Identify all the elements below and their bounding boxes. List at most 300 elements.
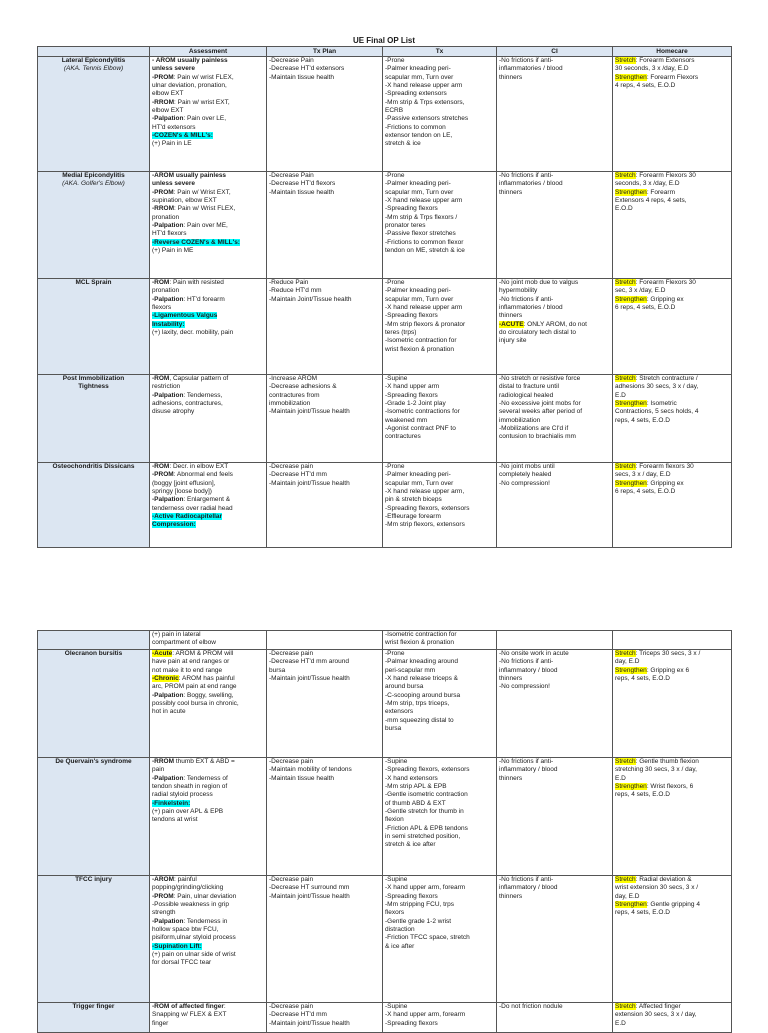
table-row xyxy=(38,758,732,876)
tx-line: & ice after xyxy=(385,942,415,950)
assessment-cell xyxy=(150,57,267,172)
homecare-line: reps, 4 sets, E.O.D xyxy=(615,416,670,424)
tx-cell xyxy=(383,57,497,172)
assessment-line: finger xyxy=(152,1019,169,1027)
homecare-cell xyxy=(613,375,732,463)
ci-line: do circulatory tech distal to xyxy=(499,329,576,337)
condition-cell xyxy=(38,758,150,876)
homecare-line: Stretch: Forearm Flexors 30 xyxy=(615,279,696,286)
homecare-cell xyxy=(613,1003,732,1033)
tx-line: -Effleurage forearm xyxy=(385,513,441,521)
tx-line: contractures xyxy=(385,433,421,441)
ci-line: several weeks after period of xyxy=(499,408,583,416)
plan-line: -Decrease HT'd mm around xyxy=(269,658,349,666)
assessment-line: -Palpation: Tenderness of xyxy=(152,774,228,782)
tx-line: scapular mm, Turn over xyxy=(385,295,454,303)
ci-line: inflammatory / blood xyxy=(499,884,558,892)
table-row xyxy=(38,279,732,375)
assessment-line: -Supination Lift: xyxy=(152,942,202,950)
homecare-line: 30 seconds, 3 x /day, E.D xyxy=(615,65,689,73)
condition-name: MCL Sprain xyxy=(75,279,112,286)
assessment-cell xyxy=(150,375,267,463)
homecare-line: day, E.D xyxy=(615,658,640,666)
tx-line: flexors xyxy=(385,909,405,917)
assessment-line: possibly cool bursa in chronic, xyxy=(152,700,239,708)
condition-cell xyxy=(38,279,150,375)
ci-line: -No onsite work in acute xyxy=(499,650,569,657)
ci-cell xyxy=(497,758,613,876)
assessment-line: unless severe xyxy=(152,180,196,188)
tx-line: -Mm strip & Trps extensors, xyxy=(385,98,465,106)
ci-line: thinners xyxy=(499,188,523,196)
plan-line: -Decrease HT'd flexors xyxy=(269,180,336,188)
ci-line: inflammatory / blood xyxy=(499,666,558,674)
assessment-line: adhesions, contractures, xyxy=(152,400,223,408)
tx-line: -Mm strip, trps triceps, xyxy=(385,700,450,708)
homecare-cell xyxy=(613,876,732,1003)
tx-line: in semi stretched position, xyxy=(385,833,461,841)
homecare-line: reps, 4 sets, E.O.D xyxy=(615,909,670,917)
tx-line: -Frictions to common xyxy=(385,123,446,131)
ci-cell xyxy=(497,375,613,463)
assessment-line: -Palpation: Pain over LE, xyxy=(152,115,227,123)
assessment-line: (+) Pain in ME xyxy=(152,247,194,255)
tx-line: -Palmer kneading peri- xyxy=(385,471,451,479)
ci-line: hypermobility xyxy=(499,287,538,295)
homecare-line: Stretch: Forearm Extensors xyxy=(615,57,695,64)
table-header-row xyxy=(38,47,732,57)
assessment-line: arc, PROM pain at end range xyxy=(152,683,237,691)
assessment-line: for dorsal TFCC tear xyxy=(152,959,212,967)
plan-line: -Decrease pain xyxy=(269,1003,314,1010)
ci-line: thinners xyxy=(499,774,523,782)
tx-line: stretch & ice xyxy=(385,140,421,148)
assessment-line: (+) pain in lateral xyxy=(152,631,201,638)
tx-line: -Spreading extensors xyxy=(385,90,447,98)
ci-line: -No compression! xyxy=(499,479,550,487)
homecare-line: Stretch: Affected finger xyxy=(615,1003,681,1010)
tx-line: extensor tendon on LE, xyxy=(385,132,453,140)
tx-line: scapular mm, Turn over xyxy=(385,479,454,487)
homecare-line: Stretch: Forearm Flexors 30 xyxy=(615,172,696,179)
header-tx-plan: Tx Plan xyxy=(267,47,383,57)
homecare-line: Strengthen: Wrist flexors, 6 xyxy=(615,783,694,791)
ci-cell xyxy=(497,650,613,758)
assessment-cell xyxy=(150,650,267,758)
assessment-line: -Palpation: Boggy, swelling, xyxy=(152,691,234,699)
plan-line: -Decrease pain xyxy=(269,650,314,657)
condition-name: Lateral Epicondylitis xyxy=(61,57,126,64)
assessment-line: -ROM, Capsular pattern of xyxy=(152,375,229,382)
tx-line: -Mm strip flexors & pronator xyxy=(385,320,466,328)
plan-cell xyxy=(267,279,383,375)
tx-line: distraction xyxy=(385,926,415,934)
homecare-line: stretching 30 secs, 3 x / day, xyxy=(615,766,697,774)
header-homecare: Homecare xyxy=(613,47,732,57)
tx-line: around bursa xyxy=(385,683,424,691)
tx-cell xyxy=(383,631,497,650)
tx-line: -X hand extensors xyxy=(385,774,438,782)
assessment-line: -RROM: Pain w/ wrist EXT, xyxy=(152,98,230,106)
tx-line: -Palmer kneading peri- xyxy=(385,287,451,295)
tx-line: weakened mm xyxy=(385,416,428,424)
plan-line: -Decrease pain xyxy=(269,876,314,883)
tx-line: -C-scooping around bursa xyxy=(385,691,461,699)
plan-line: -Maintain tissue health xyxy=(269,73,335,81)
homecare-line: Strengthen: Gripping ex xyxy=(615,479,684,487)
homecare-line: seconds, 3 x /day, E.D xyxy=(615,180,680,188)
tx-cell xyxy=(383,279,497,375)
plan-line: -Decrease adhesions & xyxy=(269,383,337,391)
tx-line: -Agonist contract PNF to xyxy=(385,425,456,433)
condition-cell xyxy=(38,631,150,650)
plan-line: -Maintain joint/Tissue health xyxy=(269,1019,350,1027)
assessment-line: tendons at wrist xyxy=(152,816,198,824)
condition-name: Olecranon bursitis xyxy=(64,650,123,657)
tx-line: -Spreading flexors, extensors xyxy=(385,766,470,774)
assessment-line: not make it to end range xyxy=(152,666,223,674)
ci-cell xyxy=(497,172,613,279)
tx-line: -Frictions to common flexor xyxy=(385,238,464,246)
tx-line: -X hand upper arm, forearm xyxy=(385,884,466,892)
homecare-line: extension 30 secs, 3 x / day, xyxy=(615,1011,697,1019)
tx-line: of thumb ABD & EXT xyxy=(385,799,446,807)
homecare-line: Stretch: Forearm flexors 30 xyxy=(615,463,694,470)
ci-line: radiological healed xyxy=(499,391,554,399)
assessment-line: -ROM: Pain with resisted xyxy=(152,279,224,286)
table-row xyxy=(38,57,732,172)
table-row xyxy=(38,172,732,279)
ci-line: inflammatories / blood xyxy=(499,304,563,312)
condition-aka: Tightness xyxy=(78,383,109,391)
ci-line: distal to fracture until xyxy=(499,383,559,391)
assessment-line: popping/grinding/clicking xyxy=(152,884,224,892)
tx-line: -X hand upper arm xyxy=(385,383,440,391)
assessment-line: ulnar deviation, pronation, xyxy=(152,82,227,90)
homecare-line: Extensors 4 reps, 4 sets, xyxy=(615,197,687,205)
condition-name: Trigger finger xyxy=(72,1003,115,1010)
assessment-cell xyxy=(150,876,267,1003)
tx-line: -Isometric contraction for xyxy=(385,337,457,345)
assessment-line: -PROM: Pain w/ Wrist EXT, xyxy=(152,188,231,196)
condition-cell xyxy=(38,172,150,279)
homecare-line: reps, 4 sets, E.O.D xyxy=(615,791,670,799)
assessment-line: (boggy [joint effusion], xyxy=(152,479,216,487)
homecare-line: E.D xyxy=(615,774,626,782)
table-body-page-2 xyxy=(38,631,732,1033)
homecare-line: wrist extension 30 secs, 3 x / xyxy=(615,884,699,892)
homecare-line: Stretch: Stretch contracture / xyxy=(615,375,698,382)
tx-line: -Supine xyxy=(385,758,408,765)
plan-cell xyxy=(267,650,383,758)
plan-line: -Reduce HT'd mm xyxy=(269,287,322,295)
plan-line: contractures from xyxy=(269,391,320,399)
tx-line: -Palmar kneading around xyxy=(385,658,458,666)
assessment-line: -Possible weakness in grip xyxy=(152,901,229,909)
header-ci: CI xyxy=(497,47,613,57)
assessment-line: -Ligamentous Valgus xyxy=(152,312,218,320)
tx-cell xyxy=(383,876,497,1003)
ci-cell xyxy=(497,876,613,1003)
table-row xyxy=(38,876,732,1003)
assessment-line: unless severe xyxy=(152,65,196,73)
ci-line: -No frictions if anti- xyxy=(499,172,554,179)
assessment-cell xyxy=(150,631,267,650)
ci-line: inflammatory / blood xyxy=(499,766,558,774)
ci-line: -No frictions if anti- xyxy=(499,876,554,883)
plan-line: -Decrease HT'd mm xyxy=(269,471,327,479)
condition-cell xyxy=(38,57,150,172)
homecare-line: 6 reps, 4 sets, E.O.D xyxy=(615,304,676,312)
assessment-line: pronation xyxy=(152,213,180,221)
ci-line: -ACUTE: ONLY AROM, do not xyxy=(499,320,587,328)
tx-cell xyxy=(383,463,497,548)
ci-line: -No compression! xyxy=(499,683,550,691)
condition-name: TFCC injury xyxy=(75,876,112,883)
assessment-line: -COZEN's & MILL's: xyxy=(152,132,213,140)
homecare-line: Stretch: Gentle thumb flexion xyxy=(615,758,699,765)
assessment-cell xyxy=(150,758,267,876)
homecare-line: secs, 3 x / day, E.D xyxy=(615,471,671,479)
page-title: UE Final OP List xyxy=(352,36,416,45)
homecare-line: 6 reps, 4 sets, E.O.D xyxy=(615,488,676,496)
plan-line: -Decrease pain xyxy=(269,463,314,470)
homecare-line: reps, 4 sets, E.O.D xyxy=(615,675,670,683)
condition-cell xyxy=(38,463,150,548)
plan-cell xyxy=(267,172,383,279)
ci-line: -No frictions if anti- xyxy=(499,295,554,303)
assessment-line: -Palpation: HT'd forearm xyxy=(152,295,225,303)
homecare-cell xyxy=(613,631,732,650)
tx-line: -Grade 1-2 Joint play xyxy=(385,400,446,408)
tx-cell xyxy=(383,1003,497,1033)
condition-cell xyxy=(38,375,150,463)
condition-name: Osteochondritis Dissicans xyxy=(52,463,135,470)
tx-line: -X hand release triceps & xyxy=(385,675,458,683)
tx-line: -Prone xyxy=(385,279,405,286)
tx-line: -X hand release upper arm xyxy=(385,82,463,90)
assessment-line: hollow space btw FCU, xyxy=(152,926,219,934)
assessment-line: radial styloid process xyxy=(152,791,213,799)
ci-line: inflammatories / blood xyxy=(499,180,563,188)
assessment-line: restriction xyxy=(152,383,181,391)
assessment-line: pisiform,ulnar styloid process xyxy=(152,934,236,942)
assessment-line: -ROM of affected finger: xyxy=(152,1003,226,1010)
condition-name: Medial Epicondylitis xyxy=(62,172,125,179)
homecare-line: Stretch: Triceps 30 secs, 3 x / xyxy=(615,650,701,657)
ci-cell xyxy=(497,631,613,650)
tx-line: -Friction APL & EPB tendons xyxy=(385,824,468,832)
tx-line: -Passive extensors stretches xyxy=(385,115,469,123)
table-row xyxy=(38,375,732,463)
tx-cell xyxy=(383,375,497,463)
tx-line: -Friction TFCC space, stretch xyxy=(385,934,470,942)
tx-line: -Palmer kneading peri- xyxy=(385,180,451,188)
homecare-line: sec, 3 x /day, E.D xyxy=(615,287,666,295)
ci-line: -Mobilizations are CI'd if xyxy=(499,425,569,433)
homecare-line: Strengthen: Forearm Flexors xyxy=(615,73,699,81)
assessment-line: supination, elbow EXT xyxy=(152,197,217,205)
tx-line: pin & stretch biceps xyxy=(385,496,442,504)
assessment-line: HT'd extensors xyxy=(152,123,196,131)
assessment-line: Compression: xyxy=(152,521,196,529)
condition-aka: (AKA. Tennis Elbow) xyxy=(63,65,124,73)
ci-line: immobilization xyxy=(499,416,541,424)
plan-cell xyxy=(267,631,383,650)
tx-line: pronator teres xyxy=(385,222,426,230)
ci-line: -No joint mobs until xyxy=(499,463,555,470)
tx-line: -mm squeezing distal to xyxy=(385,716,454,724)
tx-line: stretch & ice after xyxy=(385,841,436,849)
ci-line: completely healed xyxy=(499,471,552,479)
ci-line: -No frictions if anti- xyxy=(499,658,554,666)
assessment-line: -Chronic: AROM has painful xyxy=(152,675,235,683)
assessment-line: - AROM usually painless xyxy=(152,57,228,64)
assessment-line: elbow EXT xyxy=(152,107,184,115)
tx-line: -Isometric contractions for xyxy=(385,408,460,416)
plan-line: -Decrease HT surround mm xyxy=(269,884,350,892)
homecare-cell xyxy=(613,463,732,548)
assessment-line: (+) pain over APL & EPB xyxy=(152,808,224,816)
assessment-cell xyxy=(150,279,267,375)
ci-line: inflammatories / blood xyxy=(499,65,563,73)
plan-cell xyxy=(267,463,383,548)
tx-line: wrist flexion & pronation xyxy=(385,639,455,647)
ci-line: -No frictions if anti- xyxy=(499,758,554,765)
assessment-line: -Palpation: Tenderness, xyxy=(152,391,223,399)
ci-line: contusion to brachialis mm xyxy=(499,433,576,441)
condition-name: Post Immobilization xyxy=(62,375,125,382)
tx-line: -X hand release upper arm xyxy=(385,304,463,312)
ci-line: -No excessive joint mobs for xyxy=(499,400,581,408)
plan-line: -Reduce Pain xyxy=(269,279,309,286)
ci-line: -No joint mob due to valgus xyxy=(499,279,579,286)
plan-line: -Maintain joint/Tissue health xyxy=(269,408,350,416)
homecare-cell xyxy=(613,758,732,876)
tx-cell xyxy=(383,172,497,279)
assessment-line: -Palpation: Pain over ME, xyxy=(152,222,228,230)
ci-line: -No frictions if anti- xyxy=(499,57,554,64)
plan-line: -Decrease HT'd extensors xyxy=(269,65,345,73)
homecare-line: Strengthen: Isometric xyxy=(615,400,677,408)
assessment-line: disuse atrophy xyxy=(152,408,195,416)
homecare-line: Contractions, 5 secs holds, 4 xyxy=(615,408,699,416)
assessment-line: -PROM: Pain, ulnar deviation xyxy=(152,892,237,900)
homecare-line: E.D xyxy=(615,1019,626,1027)
homecare-line: adhesions 30 secs, 3 x / day, xyxy=(615,383,699,391)
tx-line: -Gentle grade 1-2 wrist xyxy=(385,917,452,925)
ci-cell xyxy=(497,279,613,375)
assessment-line: -RROM thumb EXT & ABD = xyxy=(152,758,235,765)
assessment-line: -Acute: AROM & PROM will xyxy=(152,650,234,657)
condition-cell xyxy=(38,650,150,758)
assessment-line: Snapping w/ FLEX & EXT xyxy=(152,1011,227,1019)
tx-line: flexion xyxy=(385,816,404,824)
assessment-line: -Palpation: Tenderness in xyxy=(152,917,228,925)
table-row xyxy=(38,650,732,758)
assessment-cell xyxy=(150,1003,267,1033)
assessment-line: compartment of elbow xyxy=(152,639,216,647)
tx-line: -Spreading flexors xyxy=(385,892,438,900)
condition-cell xyxy=(38,876,150,1003)
plan-line: -Maintain tissue health xyxy=(269,774,335,782)
plan-line: -Maintain joint/Tissue health xyxy=(269,892,350,900)
ci-line: thinners xyxy=(499,892,523,900)
assessment-line: tendon sheath in region of xyxy=(152,783,228,791)
tx-line: teres (trps) xyxy=(385,329,417,337)
tx-line: -X hand release upper arm xyxy=(385,197,463,205)
tx-line: -Prone xyxy=(385,57,405,64)
plan-line: -Increase AROM xyxy=(269,375,318,382)
assessment-line: springy [loose body]) xyxy=(152,488,212,496)
tx-line: -Spreading flexors xyxy=(385,205,438,213)
assessment-line: HT'd flexors xyxy=(152,230,187,238)
assessment-line: flexors xyxy=(152,304,172,312)
tx-line: -Prone xyxy=(385,463,405,470)
plan-cell xyxy=(267,876,383,1003)
header-condition xyxy=(38,47,150,57)
assessment-line: -ROM: Decr. in elbow EXT xyxy=(152,463,229,470)
tx-line: -Supine xyxy=(385,876,408,883)
assessment-cell xyxy=(150,172,267,279)
tx-line: -Spreading flexors xyxy=(385,391,438,399)
tx-line: -Mm strip flexors, extensors xyxy=(385,521,465,529)
assessment-line: have pain at end ranges or xyxy=(152,658,230,666)
tx-line: -Spreading flexors xyxy=(385,312,438,320)
homecare-line: 4 reps, 4 sets, E.O.D xyxy=(615,82,676,90)
header-tx: Tx xyxy=(383,47,497,57)
tx-line: -Supine xyxy=(385,375,408,382)
homecare-cell xyxy=(613,279,732,375)
homecare-cell xyxy=(613,650,732,758)
ci-line: thinners xyxy=(499,312,523,320)
assessment-line: -Active Radiocapitellar xyxy=(152,513,223,521)
ci-line: thinners xyxy=(499,675,523,683)
assessment-cell xyxy=(150,463,267,548)
assessment-line: -AROM: painful xyxy=(152,876,197,883)
assessment-line: -AROM usually painless xyxy=(152,172,227,179)
plan-cell xyxy=(267,375,383,463)
op-table-page-1 xyxy=(37,46,732,548)
assessment-line: (+) Pain in LE xyxy=(152,140,192,148)
tx-line: -Isometric contraction for xyxy=(385,631,457,638)
tx-cell xyxy=(383,758,497,876)
homecare-cell xyxy=(613,172,732,279)
plan-line: -Decrease Pain xyxy=(269,57,314,64)
plan-cell xyxy=(267,758,383,876)
table-body-page-1 xyxy=(38,57,732,548)
assessment-line: -Palpation: Enlargement & xyxy=(152,496,231,504)
assessment-line: -Reverse COZEN's & MILL's: xyxy=(152,238,240,246)
plan-line: -Decrease Pain xyxy=(269,172,314,179)
plan-line: -Decrease pain xyxy=(269,758,314,765)
plan-line: -Decrease HT'd mm xyxy=(269,1011,327,1019)
assessment-line: tenderness over radial head xyxy=(152,504,233,512)
tx-line: peri-scapular mm xyxy=(385,666,436,674)
ci-cell xyxy=(497,1003,613,1033)
tx-cell xyxy=(383,650,497,758)
assessment-line: Instability: xyxy=(152,320,185,328)
assessment-line: -PROM: Abnormal end feels xyxy=(152,471,233,479)
assessment-line: (+) laxity, decr. mobility, pain xyxy=(152,329,234,337)
ci-cell xyxy=(497,57,613,172)
tx-line: bursa xyxy=(385,725,402,733)
tx-line: -X hand release upper arm, xyxy=(385,488,465,496)
ci-line: -Do not friction nodule xyxy=(499,1003,563,1010)
plan-line: -Maintain tissue health xyxy=(269,188,335,196)
assessment-line: (+) pain on ulnar side of wrist xyxy=(152,951,236,959)
plan-line: -Maintain joint/Tissue health xyxy=(269,675,350,683)
